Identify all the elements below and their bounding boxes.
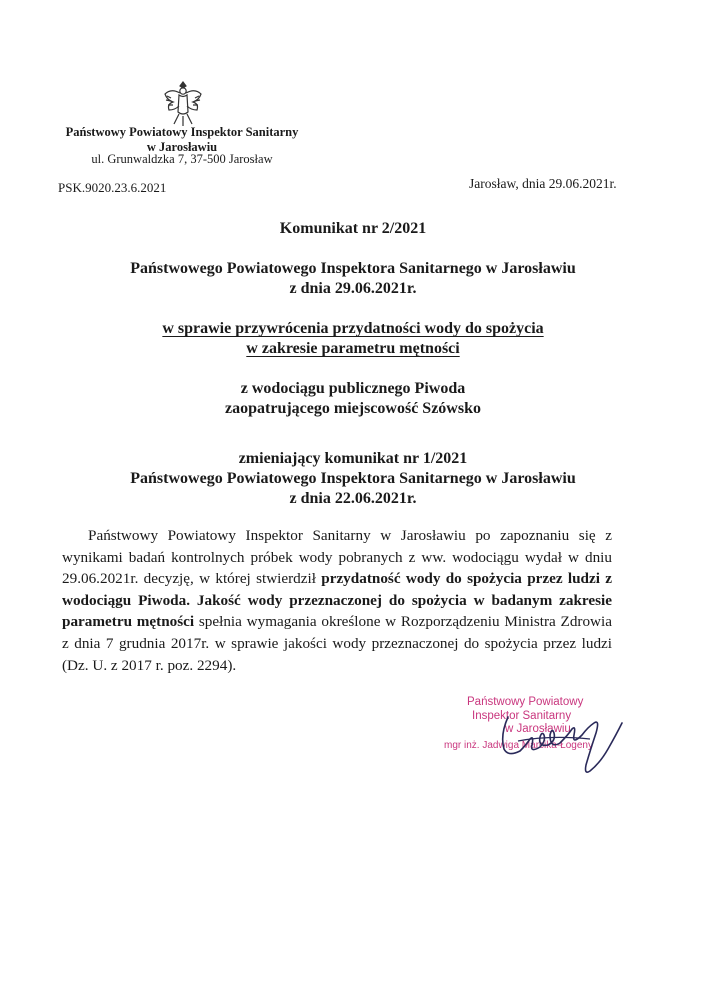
institution-name [62, 125, 302, 155]
amend-line-1: zmieniający komunikat nr 1/2021 [238, 450, 468, 467]
stamp-line-3: w Jarosławiu [505, 723, 571, 735]
institution-address: ul. Grunwaldzka 7, 37-500 Jarosław [91, 152, 273, 166]
issuer-line-2: z dnia 29.06.2021r. [289, 280, 417, 297]
subject-line-1: w sprawie przywrócenia przydatności wody do spożycia [162, 320, 544, 337]
stamp-name: mgr inż. Jadwiga Marcika-Łogeny [444, 740, 593, 751]
institution-line-2: w Jarosławiu [146, 140, 218, 154]
stamp-line-2: Inspektor Sanitarny [472, 710, 572, 722]
reference-number: PSK.9020.23.6.2021 [58, 180, 167, 195]
issuer-line-1: Państwowego Powiatowego Inspektora Sanitarnego w Jarosławiu [130, 260, 576, 277]
water-supply-heading [0, 379, 706, 419]
stamp-line-1: Państwowy Powiatowy [467, 696, 584, 708]
handwritten-signature-icon [490, 705, 630, 780]
water-line-2: zaopatrującego miejscowość Szówsko [225, 400, 481, 417]
amend-line-3: z dnia 22.06.2021r. [289, 490, 417, 507]
stamp-signature [430, 690, 630, 780]
subject-line-2: w zakresie parametru mętności [246, 340, 460, 357]
amendment-heading [0, 449, 706, 509]
body-text-bold: przydatność wody do spożycia przez ludzi z wodociągu Piwoda. Jakość wody przeznaczonej do spożycia w badanym zakresie parametru mętności [62, 570, 612, 631]
place-date: Jarosław, dnia 29.06.2021r. [469, 176, 617, 191]
amend-line-2: Państwowego Powiatowego Inspektora Sanitarnego w Jarosławiu [130, 470, 576, 487]
water-line-1: z wodociągu publicznego Piwoda [240, 380, 466, 397]
body-text-part-2: spełnia wymagania określone w Rozporządzeniu Ministra Zdrowia z dnia 7 grudnia 2017r. w sprawie jakości wody przeznaczonej do spożycia przez ludzi (Dz. U. z 2017 r. poz. 2294). [62, 613, 612, 674]
body-text-part-1: Państwowy Powiatowy Inspektor Sanitarny w Jarosławiu po zapoznaniu się z wynikami badań kontrolnych próbek wody pobranych z ww. wodociągu wydał w dniu 29.06.2021r. decyzję, w której stwierdził [62, 527, 612, 588]
document-title: Komunikat nr 2/2021 [279, 220, 427, 237]
subject-heading [0, 319, 706, 359]
body-paragraph [62, 525, 612, 676]
issuer-heading [0, 259, 706, 299]
institution-line-1: Państwowy Powiatowy Inspektor Sanitarny [65, 125, 299, 139]
eagle-emblem-icon [161, 78, 205, 130]
